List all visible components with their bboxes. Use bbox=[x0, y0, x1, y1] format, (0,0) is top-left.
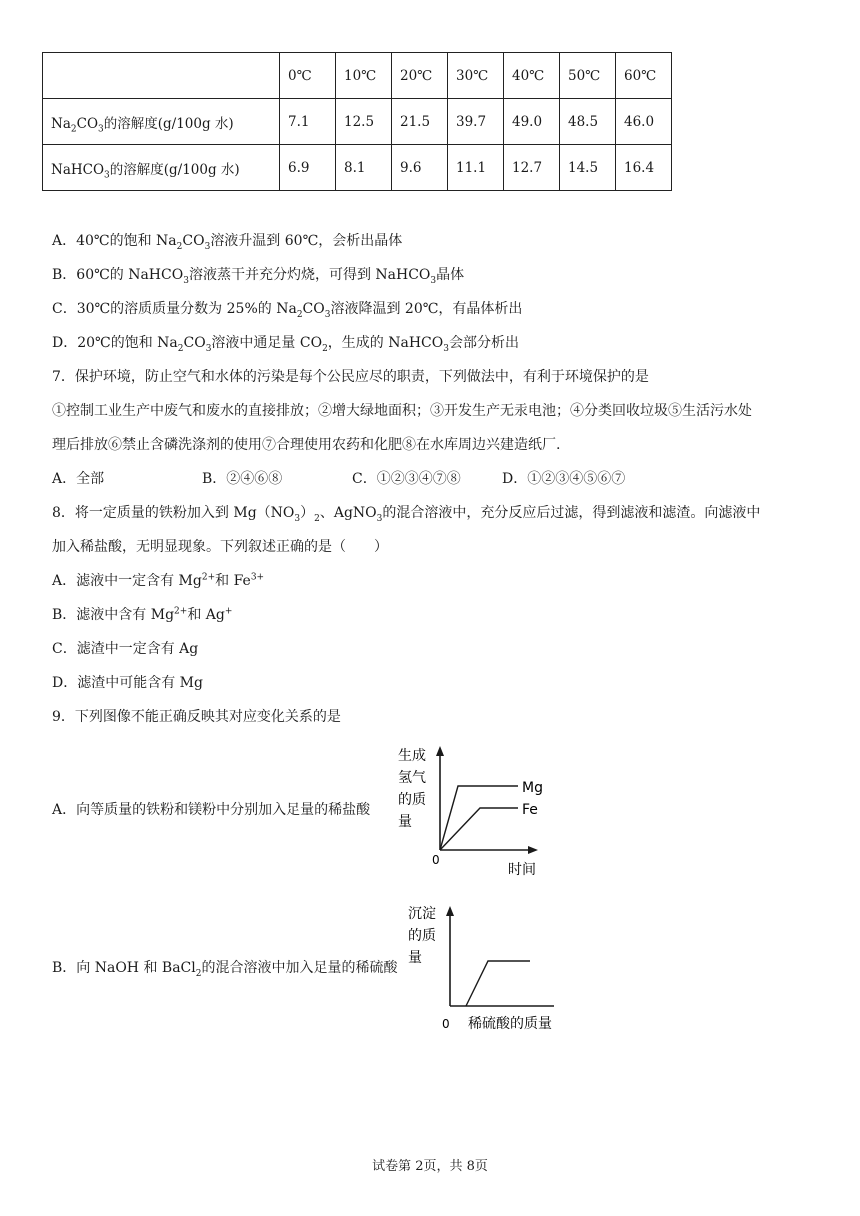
table-cell: 11.1 bbox=[448, 145, 504, 191]
graph-b-y-arrow bbox=[446, 906, 454, 916]
table-header-row bbox=[43, 53, 672, 99]
table-cell: 8.1 bbox=[336, 145, 392, 191]
graph-b-ylabel-line: 的质 bbox=[408, 928, 436, 944]
q7-stem: 7．保护环境，防止空气和水体的污染是每个公民应尽的职责，下列做法中，有利于环境保护的是 bbox=[52, 369, 649, 385]
table-row-nahco3 bbox=[43, 145, 672, 191]
table-header-cell: 10℃ bbox=[336, 53, 392, 99]
table-row-na2co3 bbox=[43, 99, 672, 145]
table-cell: 48.5 bbox=[560, 99, 616, 145]
q6-option-d: D．20℃的饱和 $Na_2CO_3$溶液中通足量 $CO_2$，生成的 NaHCO$_3$会部分析出 bbox=[52, 335, 519, 354]
table-cell: 14.5 bbox=[560, 145, 616, 191]
q8-stem-line2: 加入稀盐酸，无明显现象。下列叙述正确的是（ ） bbox=[52, 539, 388, 555]
table-header-cell: 0℃ bbox=[280, 53, 336, 99]
q7-line1: ①控制工业生产中废气和废水的直接排放；②增大绿地面积；③开发生产无汞电池；④分类回收垃圾⑤生活污水处 bbox=[52, 403, 752, 419]
graph-b-origin: 0 bbox=[442, 1017, 450, 1031]
q8-stem-line1: 8．将一定质量的铁粉加入到 $Mg(NO_3)_2$、AgNO$_3$的混合溶液中，充分反应后过滤，得到滤液和滤渣。向滤液中 bbox=[52, 505, 761, 524]
table-header-cell: 50℃ bbox=[560, 53, 616, 99]
q7-option-b: B．②④⑥⑧ bbox=[202, 471, 283, 487]
q8-option-d: D．滤渣中可能含有 Mg bbox=[52, 675, 203, 691]
q8-option-c: C．滤渣中一定含有 Ag bbox=[52, 641, 199, 657]
table-cell: 16.4 bbox=[616, 145, 672, 191]
graph-b-xlabel: 稀硫酸的质量 bbox=[468, 1016, 552, 1032]
graph-a-x-arrow bbox=[528, 846, 538, 854]
table-header-cell: 30℃ bbox=[448, 53, 504, 99]
q7-option-c: C．①②③④⑦⑧ bbox=[352, 471, 461, 487]
graph-a-ylabel-line: 的质 bbox=[398, 792, 426, 808]
q6-option-b: B．60℃的 NaHCO$_3$溶液蒸干并充分灼烧，可得到 NaHCO$_3$晶体 bbox=[52, 267, 465, 286]
graph-a-origin: 0 bbox=[432, 853, 440, 867]
graph-b-line bbox=[466, 961, 530, 1006]
table-header-cell: 40℃ bbox=[504, 53, 560, 99]
table-cell: 39.7 bbox=[448, 99, 504, 145]
graph-a-label-fe: Fe bbox=[522, 802, 538, 818]
table-cell: 9.6 bbox=[392, 145, 448, 191]
table-header-cell: 20℃ bbox=[392, 53, 448, 99]
q9-graph-a bbox=[396, 742, 556, 880]
q6-option-c: C．30℃的溶质质量分数为 25%的 $Na_2CO_3$溶液降温到 20℃，有晶体析出 bbox=[52, 301, 523, 320]
table-header-cell: 60℃ bbox=[616, 53, 672, 99]
table-cell: 46.0 bbox=[616, 99, 672, 145]
graph-a-ylabel-line: 氢气 bbox=[398, 770, 426, 786]
table-cell: 21.5 bbox=[392, 99, 448, 145]
q9-graph-b bbox=[406, 900, 576, 1036]
q7-option-d: D．①②③④⑤⑥⑦ bbox=[502, 471, 626, 487]
q9-option-b-text: B．向 NaOH 和 BaCl$_2$的混合溶液中加入足量的稀硫酸 bbox=[52, 960, 398, 979]
graph-a-ylabel-line: 量 bbox=[398, 814, 412, 830]
table-header-cell bbox=[43, 53, 280, 99]
table-cell: 12.7 bbox=[504, 145, 560, 191]
row-label: $Na_2CO_3$的溶解度(g/100g 水) bbox=[43, 99, 280, 145]
q7-line2: 理后排放⑥禁止含磷洗涤剂的使用⑦合理使用农药和化肥⑧在水库周边兴建造纸厂. bbox=[52, 437, 561, 453]
graph-a-line-mg bbox=[440, 786, 518, 850]
table-cell: 49.0 bbox=[504, 99, 560, 145]
q6-option-a: A．40℃的饱和 $Na_2CO_3$溶液升温到 60℃，会析出晶体 bbox=[52, 233, 403, 252]
row-label: NaHCO$_3$的溶解度(g/100g 水) bbox=[43, 145, 280, 191]
graph-a-line-fe bbox=[440, 808, 518, 850]
q7-option-a: A．全部 bbox=[52, 471, 105, 487]
graph-a-ylabel-line: 生成 bbox=[398, 748, 426, 764]
table-cell: 6.9 bbox=[280, 145, 336, 191]
graph-b-ylabel-line: 沉淀 bbox=[408, 906, 436, 922]
q9-stem: 9．下列图像不能正确反映其对应变化关系的是 bbox=[52, 709, 341, 725]
table-cell: 7.1 bbox=[280, 99, 336, 145]
graph-a-xlabel: 时间 bbox=[508, 862, 536, 878]
graph-a-y-arrow bbox=[436, 746, 444, 756]
page-footer: 试卷第 2页，共 8页 bbox=[372, 1159, 488, 1174]
graph-b-ylabel-line: 量 bbox=[408, 950, 422, 966]
solubility-table bbox=[42, 52, 672, 191]
graph-a-label-mg: Mg bbox=[522, 780, 543, 796]
q9-option-a-text: A．向等质量的铁粉和镁粉中分别加入足量的稀盐酸 bbox=[52, 802, 371, 818]
q8-option-b: B．滤液中含有 $Mg^{2+}$和 Ag+ bbox=[52, 606, 233, 623]
table-cell: 12.5 bbox=[336, 99, 392, 145]
q8-option-a: A．滤液中一定含有 $Mg^{2+}$和 $Fe^{3+}$ bbox=[52, 572, 265, 589]
